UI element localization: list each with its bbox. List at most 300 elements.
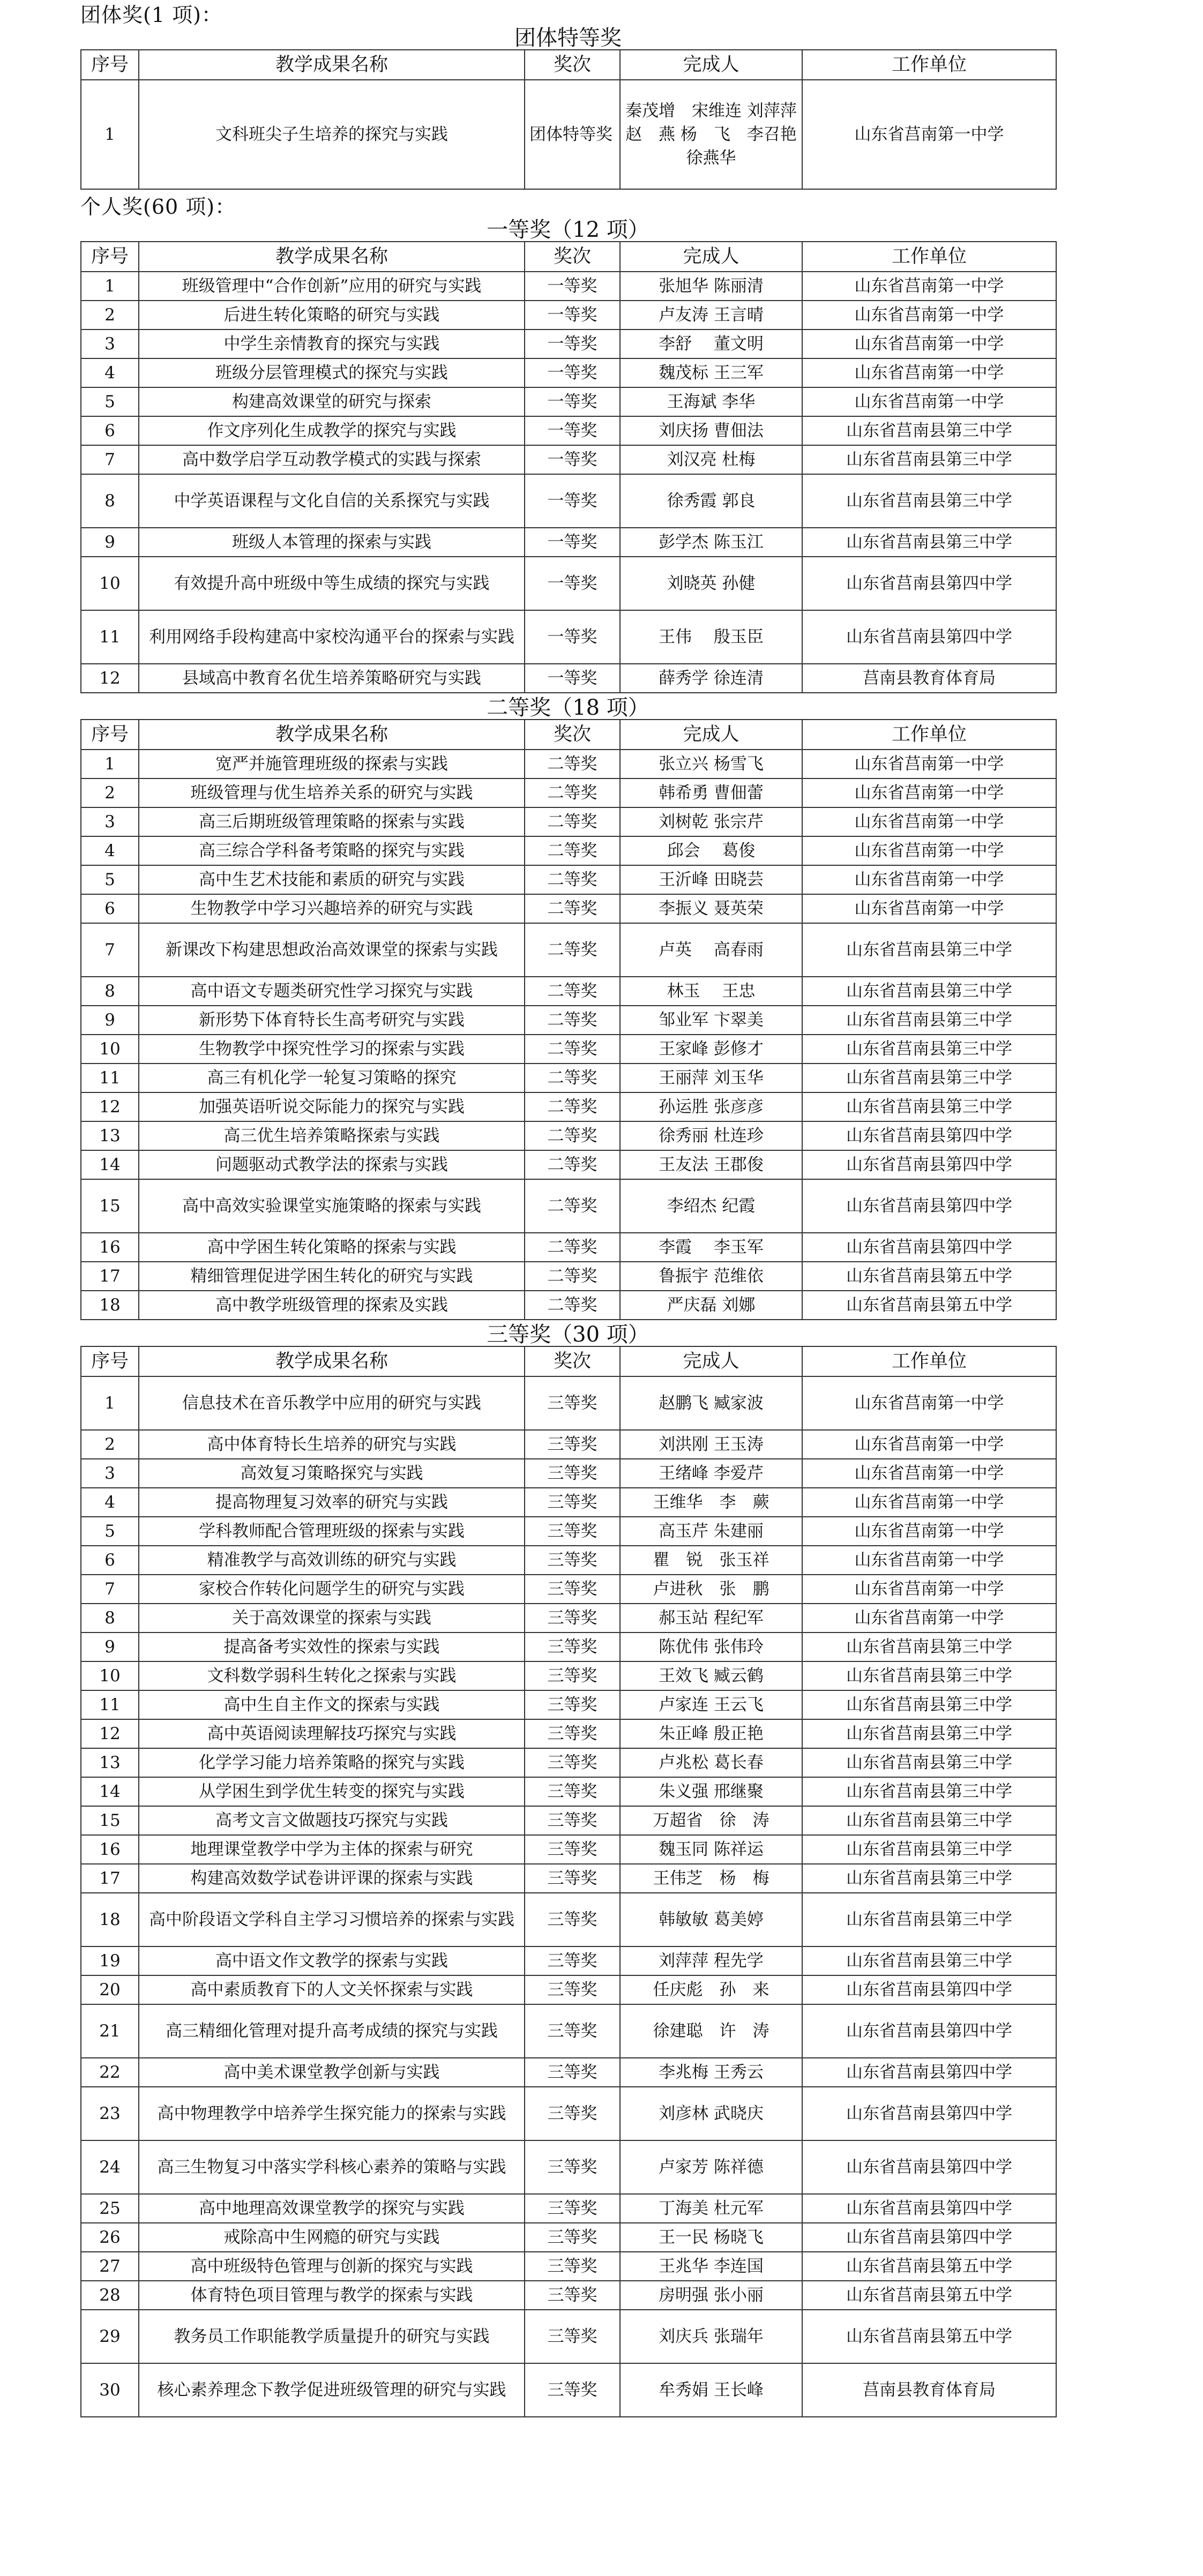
- cell-people: 王海斌 李华: [620, 387, 802, 416]
- cell-title: 高三有机化学一轮复习策略的探究: [139, 1064, 525, 1092]
- cell-award: 三等奖: [525, 1430, 620, 1459]
- cell-award: 三等奖: [525, 1575, 620, 1604]
- cell-award: 二等奖: [525, 836, 620, 865]
- cell-award: 三等奖: [525, 1546, 620, 1575]
- cell-no: 4: [81, 1488, 139, 1517]
- cell-unit: 山东省莒南县第四中学: [802, 1121, 1056, 1150]
- cell-unit: 莒南县教育体育局: [802, 664, 1056, 693]
- cell-no: 26: [81, 2223, 139, 2252]
- header-award: 奖次: [525, 720, 620, 750]
- cell-no: 8: [81, 1604, 139, 1633]
- cell-unit: 山东省莒南第一中学: [802, 1430, 1056, 1459]
- cell-unit: 山东省莒南第一中学: [802, 1459, 1056, 1488]
- cell-people: 徐秀丽 杜连珍: [620, 1121, 802, 1150]
- table-row: [81, 272, 1056, 301]
- team-group-title: 团体特等奖: [514, 26, 622, 50]
- cell-people: 王绪峰 李爱芹: [620, 1459, 802, 1488]
- cell-unit: 山东省莒南第一中学: [802, 272, 1056, 301]
- cell-award: 一等奖: [525, 474, 620, 528]
- cell-unit: 山东省莒南县第三中学: [802, 1835, 1056, 1864]
- cell-people: 王维华 李 蕨: [620, 1488, 802, 1517]
- cell-title: 戒除高中生网瘾的研究与实践: [139, 2223, 525, 2252]
- cell-unit: 山东省莒南县第四中学: [802, 1975, 1056, 2004]
- cell-no: 4: [81, 836, 139, 865]
- header-unit: 工作单位: [802, 242, 1056, 272]
- cell-unit: 山东省莒南县第五中学: [802, 2252, 1056, 2281]
- table-row: [81, 807, 1056, 836]
- cell-title: 中学生亲情教育的探究与实践: [139, 330, 525, 358]
- table-row: [81, 894, 1056, 923]
- cell-unit: 山东省莒南第一中学: [802, 1575, 1056, 1604]
- table-row: [81, 977, 1056, 1006]
- cell-no: 23: [81, 2087, 139, 2140]
- cell-title: 高中物理教学中培养学生探究能力的探索与实践: [139, 2087, 525, 2140]
- cell-award: 三等奖: [525, 2140, 620, 2194]
- cell-award: 三等奖: [525, 1633, 620, 1661]
- header-unit: 工作单位: [802, 1346, 1056, 1376]
- cell-award: 三等奖: [525, 1777, 620, 1806]
- cell-people: 王伟 殷玉臣: [620, 610, 802, 664]
- cell-people: 刘晓英 孙健: [620, 557, 802, 610]
- cell-unit: 山东省莒南第一中学: [802, 330, 1056, 358]
- cell-title: 班级分层管理模式的探究与实践: [139, 358, 525, 387]
- cell-unit: 山东省莒南县第三中学: [802, 528, 1056, 557]
- cell-unit: 山东省莒南第一中学: [802, 1604, 1056, 1633]
- table-row: [81, 1430, 1056, 1459]
- cell-people: 孙运胜 张彦彦: [620, 1092, 802, 1121]
- cell-people: 卢英 高春雨: [620, 923, 802, 977]
- cell-unit: 山东省莒南县第三中学: [802, 416, 1056, 445]
- cell-no: 3: [81, 330, 139, 358]
- group-title: 三等奖（30 项）: [487, 1322, 649, 1347]
- cell-people: 卢家连 王云飞: [620, 1690, 802, 1719]
- table-row: [81, 1864, 1056, 1893]
- cell-people: 高玉芹 朱建丽: [620, 1517, 802, 1546]
- cell-people: 牟秀娟 王长峰: [620, 2363, 802, 2417]
- cell-people: 张立兴 杨雪飞: [620, 750, 802, 778]
- cell-award: 二等奖: [525, 923, 620, 977]
- cell-unit: 山东省莒南县第三中学: [802, 1064, 1056, 1092]
- cell-no: 16: [81, 1835, 139, 1864]
- header-people: 完成人: [620, 242, 802, 272]
- table-row: [81, 1291, 1056, 1320]
- cell-title: 教务员工作职能教学质量提升的研究与实践: [139, 2310, 525, 2363]
- cell-award: 二等奖: [525, 1006, 620, 1035]
- award-table: [80, 719, 1057, 1320]
- table-row: [81, 1376, 1056, 1430]
- cell-award: 一等奖: [525, 610, 620, 664]
- cell-people: 房明强 张小丽: [620, 2281, 802, 2310]
- cell-no: 3: [81, 1459, 139, 1488]
- cell-no: 2: [81, 778, 139, 807]
- cell-award: 三等奖: [525, 1488, 620, 1517]
- table-row: [81, 1661, 1056, 1690]
- cell-award: 三等奖: [525, 2058, 620, 2087]
- cell-title: 高中英语阅读理解技巧探究与实践: [139, 1719, 525, 1748]
- cell-people: 张旭华 陈丽清: [620, 272, 802, 301]
- cell-no: 1: [81, 750, 139, 778]
- table-row: [81, 2363, 1056, 2417]
- cell-no: 19: [81, 1946, 139, 1975]
- cell-people: 刘洪刚 王玉涛: [620, 1430, 802, 1459]
- cell-no: 9: [81, 1006, 139, 1035]
- table-row: [81, 2058, 1056, 2087]
- cell-award: 二等奖: [525, 977, 620, 1006]
- cell-people: 彭学杰 陈玉江: [620, 528, 802, 557]
- header-no: 序号: [81, 242, 139, 272]
- table-row: [81, 1893, 1056, 1946]
- cell-unit: 山东省莒南县第三中学: [802, 445, 1056, 474]
- cell-people: 卢兆松 葛长春: [620, 1748, 802, 1777]
- table-row: [81, 1690, 1056, 1719]
- cell-unit: 山东省莒南县第三中学: [802, 1806, 1056, 1835]
- cell-unit: 山东省莒南第一中学: [802, 387, 1056, 416]
- table-row: [81, 1121, 1056, 1150]
- cell-award: 一等奖: [525, 416, 620, 445]
- cell-no: 13: [81, 1121, 139, 1150]
- cell-title: 高效复习策略探究与实践: [139, 1459, 525, 1488]
- award-groups: [80, 219, 1203, 2417]
- cell-people: 韩敏敏 葛美婷: [620, 1893, 802, 1946]
- cell-people: 刘树乾 张宗芹: [620, 807, 802, 836]
- cell-title: 化学学习能力培养策略的探究与实践: [139, 1748, 525, 1777]
- cell-no: 1: [81, 1376, 139, 1430]
- cell-title: 班级人本管理的探索与实践: [139, 528, 525, 557]
- cell-no: 10: [81, 1035, 139, 1064]
- table-row: [81, 1150, 1056, 1179]
- cell-people: 李兆梅 王秀云: [620, 2058, 802, 2087]
- cell-unit: 山东省莒南县第四中学: [802, 2194, 1056, 2223]
- table-row: [81, 1604, 1056, 1633]
- table-row: [81, 865, 1056, 894]
- cell-unit: 山东省莒南县第四中学: [802, 2140, 1056, 2194]
- cell-people: 王沂峰 田晓芸: [620, 865, 802, 894]
- cell-title: 生物教学中探究性学习的探索与实践: [139, 1035, 525, 1064]
- cell-unit: 山东省莒南第一中学: [802, 807, 1056, 836]
- cell-title: 文科班尖子生培养的探究与实践: [139, 80, 525, 189]
- table-row: [81, 2004, 1056, 2058]
- cell-people: 郝玉站 程纪军: [620, 1604, 802, 1633]
- cell-award: 二等奖: [525, 807, 620, 836]
- cell-title: 作文序列化生成教学的探究与实践: [139, 416, 525, 445]
- cell-title: 利用网络手段构建高中家校沟通平台的探索与实践: [139, 610, 525, 664]
- cell-award: 二等奖: [525, 1179, 620, 1233]
- table-row: [81, 1748, 1056, 1777]
- cell-unit: 山东省莒南县第三中学: [802, 1864, 1056, 1893]
- cell-unit: 山东省莒南第一中学: [802, 778, 1056, 807]
- cell-award: 三等奖: [525, 2363, 620, 2417]
- cell-unit: 山东省莒南第一中学: [802, 1546, 1056, 1575]
- cell-people: 王兆华 李连国: [620, 2252, 802, 2281]
- header-people: 完成人: [620, 50, 802, 80]
- cell-award: 三等奖: [525, 1604, 620, 1633]
- table-row: [81, 330, 1056, 358]
- cell-unit: 山东省莒南第一中学: [802, 80, 1056, 189]
- cell-no: 21: [81, 2004, 139, 2058]
- cell-people: 刘庆兵 张瑞年: [620, 2310, 802, 2363]
- cell-award: 二等奖: [525, 1064, 620, 1092]
- cell-people: 任庆彪 孙 来: [620, 1975, 802, 2004]
- table-row: [81, 836, 1056, 865]
- cell-award: 二等奖: [525, 1233, 620, 1262]
- cell-no: 30: [81, 2363, 139, 2417]
- cell-no: 4: [81, 358, 139, 387]
- cell-title: 构建高效数学试卷讲评课的探索与实践: [139, 1864, 525, 1893]
- team-award-table: [80, 49, 1057, 190]
- cell-people: 刘萍萍 程先学: [620, 1946, 802, 1975]
- cell-title: 构建高效课堂的研究与探索: [139, 387, 525, 416]
- table-row: [81, 2194, 1056, 2223]
- table-header-row: [81, 720, 1056, 750]
- table-row: [81, 387, 1056, 416]
- cell-title: 中学英语课程与文化自信的关系探究与实践: [139, 474, 525, 528]
- cell-no: 2: [81, 301, 139, 330]
- cell-people: 丁海美 杜元军: [620, 2194, 802, 2223]
- cell-unit: 山东省莒南县第四中学: [802, 557, 1056, 610]
- table-row: [81, 923, 1056, 977]
- table-row: [81, 1975, 1056, 2004]
- cell-unit: 山东省莒南县第五中学: [802, 1262, 1056, 1291]
- cell-title: 高考文言文做题技巧探究与实践: [139, 1806, 525, 1835]
- cell-award: 三等奖: [525, 1806, 620, 1835]
- cell-unit: 山东省莒南第一中学: [802, 1488, 1056, 1517]
- cell-no: 17: [81, 1864, 139, 1893]
- cell-no: 11: [81, 1690, 139, 1719]
- cell-no: 6: [81, 894, 139, 923]
- cell-award: 二等奖: [525, 865, 620, 894]
- cell-title: 地理课堂教学中学为主体的探索与研究: [139, 1835, 525, 1864]
- cell-no: 18: [81, 1291, 139, 1320]
- cell-title: 后进生转化策略的研究与实践: [139, 301, 525, 330]
- table-header-row: [81, 50, 1056, 80]
- cell-title: 高中体育特长生培养的研究与实践: [139, 1430, 525, 1459]
- cell-people: 刘彦林 武晓庆: [620, 2087, 802, 2140]
- cell-award: 一等奖: [525, 664, 620, 693]
- cell-award: 三等奖: [525, 2194, 620, 2223]
- table-row: [81, 778, 1056, 807]
- cell-title: 高三生物复习中落实学科核心素养的策略与实践: [139, 2140, 525, 2194]
- cell-award: 三等奖: [525, 2087, 620, 2140]
- cell-unit: 山东省莒南第一中学: [802, 750, 1056, 778]
- cell-people: 王伟芝 杨 梅: [620, 1864, 802, 1893]
- header-title: 教学成果名称: [139, 720, 525, 750]
- cell-award: 一等奖: [525, 528, 620, 557]
- header-no: 序号: [81, 1346, 139, 1376]
- table-row: [81, 1946, 1056, 1975]
- cell-people: 徐秀霞 郭良: [620, 474, 802, 528]
- cell-award: 二等奖: [525, 1150, 620, 1179]
- cell-unit: 山东省莒南县第三中学: [802, 474, 1056, 528]
- cell-unit: 山东省莒南县第三中学: [802, 1777, 1056, 1806]
- cell-no: 17: [81, 1262, 139, 1291]
- cell-award: 二等奖: [525, 1121, 620, 1150]
- cell-people: 卢友涛 王言晴: [620, 301, 802, 330]
- header-title: 教学成果名称: [139, 242, 525, 272]
- table-row: [81, 1777, 1056, 1806]
- cell-no: 24: [81, 2140, 139, 2194]
- cell-title: 高中地理高效课堂教学的探究与实践: [139, 2194, 525, 2223]
- cell-no: 5: [81, 1517, 139, 1546]
- cell-award: 三等奖: [525, 1517, 620, 1546]
- cell-people: 李霞 李玉军: [620, 1233, 802, 1262]
- table-row: [81, 2252, 1056, 2281]
- cell-unit: 山东省莒南县第五中学: [802, 1291, 1056, 1320]
- cell-people: 卢家芳 陈祥德: [620, 2140, 802, 2194]
- cell-no: 6: [81, 416, 139, 445]
- cell-no: 9: [81, 528, 139, 557]
- cell-unit: 山东省莒南县第四中学: [802, 610, 1056, 664]
- cell-unit: 山东省莒南县第三中学: [802, 1748, 1056, 1777]
- cell-award: 三等奖: [525, 1975, 620, 2004]
- cell-people: 秦茂增 宋维连 刘萍萍 赵 燕 杨 飞 李召艳 徐燕华: [620, 80, 802, 189]
- cell-unit: 山东省莒南县第三中学: [802, 1035, 1056, 1064]
- cell-unit: 山东省莒南第一中学: [802, 865, 1056, 894]
- cell-no: 3: [81, 807, 139, 836]
- cell-unit: 山东省莒南第一中学: [802, 301, 1056, 330]
- cell-unit: 莒南县教育体育局: [802, 2363, 1056, 2417]
- cell-no: 2: [81, 1430, 139, 1459]
- cell-title: 高中美术课堂教学创新与实践: [139, 2058, 525, 2087]
- header-award: 奖次: [525, 50, 620, 80]
- cell-title: 高三优生培养策略探索与实践: [139, 1121, 525, 1150]
- cell-no: 7: [81, 445, 139, 474]
- table-row: [81, 1064, 1056, 1092]
- cell-unit: 山东省莒南县第三中学: [802, 1092, 1056, 1121]
- header-title: 教学成果名称: [139, 1346, 525, 1376]
- individual-award-heading: 个人奖(60 项)：: [80, 195, 236, 219]
- cell-title: 提高备考实效性的探索与实践: [139, 1633, 525, 1661]
- cell-unit: 山东省莒南县第四中学: [802, 2004, 1056, 2058]
- cell-people: 邹业军 卞翠美: [620, 1006, 802, 1035]
- cell-no: 15: [81, 1806, 139, 1835]
- cell-title: 从学困生到学优生转变的探究与实践: [139, 1777, 525, 1806]
- table-row: [81, 1575, 1056, 1604]
- cell-title: 问题驱动式教学法的探索与实践: [139, 1150, 525, 1179]
- table-row: [81, 1806, 1056, 1835]
- cell-title: 有效提升高中班级中等生成绩的探究与实践: [139, 557, 525, 610]
- cell-no: 12: [81, 1092, 139, 1121]
- table-row: [81, 2140, 1056, 2194]
- cell-no: 14: [81, 1777, 139, 1806]
- cell-award: 三等奖: [525, 2310, 620, 2363]
- table-row: [81, 1546, 1056, 1575]
- cell-award: 三等奖: [525, 1748, 620, 1777]
- header-award: 奖次: [525, 1346, 620, 1376]
- header-people: 完成人: [620, 1346, 802, 1376]
- cell-award: 一等奖: [525, 387, 620, 416]
- cell-award: 三等奖: [525, 2252, 620, 2281]
- cell-title: 加强英语听说交际能力的探究与实践: [139, 1092, 525, 1121]
- cell-award: 三等奖: [525, 1459, 620, 1488]
- cell-no: 11: [81, 610, 139, 664]
- cell-people: 王丽萍 刘玉华: [620, 1064, 802, 1092]
- cell-title: 新课改下构建思想政治高效课堂的探索与实践: [139, 923, 525, 977]
- cell-award: 二等奖: [525, 1035, 620, 1064]
- cell-people: 鲁振宇 范维依: [620, 1262, 802, 1291]
- award-table: [80, 1346, 1057, 2417]
- table-row: [81, 1179, 1056, 1233]
- table-row: [81, 557, 1056, 610]
- table-row: [81, 750, 1056, 778]
- cell-title: 高三综合学科备考策略的探究与实践: [139, 836, 525, 865]
- header-title: 教学成果名称: [139, 50, 525, 80]
- cell-award: 三等奖: [525, 2004, 620, 2058]
- cell-people: 严庆磊 刘娜: [620, 1291, 802, 1320]
- group-title: 一等奖（12 项）: [487, 218, 649, 242]
- cell-award: 二等奖: [525, 750, 620, 778]
- cell-unit: 山东省莒南县第三中学: [802, 923, 1056, 977]
- cell-title: 高中教学班级管理的探索及实践: [139, 1291, 525, 1320]
- cell-title: 高中学困生转化策略的探索与实践: [139, 1233, 525, 1262]
- cell-award: 三等奖: [525, 1661, 620, 1690]
- cell-people: 徐建聪 许 涛: [620, 2004, 802, 2058]
- cell-title: 高中语文作文教学的探索与实践: [139, 1946, 525, 1975]
- table-row: [81, 1459, 1056, 1488]
- cell-unit: 山东省莒南县第四中学: [802, 2058, 1056, 2087]
- cell-unit: 山东省莒南县第三中学: [802, 1946, 1056, 1975]
- cell-no: 28: [81, 2281, 139, 2310]
- cell-unit: 山东省莒南县第四中学: [802, 1179, 1056, 1233]
- cell-no: 1: [81, 80, 139, 189]
- cell-people: 邱会 葛俊: [620, 836, 802, 865]
- table-row: [81, 1517, 1056, 1546]
- cell-unit: 山东省莒南县第四中学: [802, 2087, 1056, 2140]
- cell-no: 25: [81, 2194, 139, 2223]
- cell-title: 县域高中教育名优生培养策略研究与实践: [139, 664, 525, 693]
- cell-unit: 山东省莒南县第三中学: [802, 1690, 1056, 1719]
- cell-award: 三等奖: [525, 2223, 620, 2252]
- table-row: [81, 1233, 1056, 1262]
- cell-no: 12: [81, 664, 139, 693]
- cell-unit: 山东省莒南县第三中学: [802, 1661, 1056, 1690]
- cell-no: 27: [81, 2252, 139, 2281]
- cell-people: 魏茂标 王三军: [620, 358, 802, 387]
- cell-title: 生物教学中学习兴趣培养的研究与实践: [139, 894, 525, 923]
- table-row: [81, 1035, 1056, 1064]
- cell-title: 高中数学启学互动教学模式的实践与探索: [139, 445, 525, 474]
- cell-award: 一等奖: [525, 445, 620, 474]
- cell-people: 魏玉同 陈祥运: [620, 1835, 802, 1864]
- cell-people: 李绍杰 纪霞: [620, 1179, 802, 1233]
- cell-title: 高中生艺术技能和素质的研究与实践: [139, 865, 525, 894]
- table-row: [81, 528, 1056, 557]
- table-row: [81, 358, 1056, 387]
- cell-award: 一等奖: [525, 330, 620, 358]
- header-unit: 工作单位: [802, 720, 1056, 750]
- cell-title: 核心素养理念下教学促进班级管理的研究与实践: [139, 2363, 525, 2417]
- table-row: [81, 445, 1056, 474]
- cell-unit: 山东省莒南县第三中学: [802, 1633, 1056, 1661]
- cell-people: 朱义强 邢继聚: [620, 1777, 802, 1806]
- cell-title: 提高物理复习效率的研究与实践: [139, 1488, 525, 1517]
- cell-unit: 山东省莒南第一中学: [802, 1376, 1056, 1430]
- cell-people: 韩希勇 曹佃蕾: [620, 778, 802, 807]
- cell-unit: 山东省莒南县第四中学: [802, 2223, 1056, 2252]
- cell-no: 1: [81, 272, 139, 301]
- cell-title: 文科数学弱科生转化之探索与实践: [139, 1661, 525, 1690]
- cell-people: 林玉 王忠: [620, 977, 802, 1006]
- cell-people: 瞿 锐 张玉祥: [620, 1546, 802, 1575]
- cell-title: 精细管理促进学困生转化的研究与实践: [139, 1262, 525, 1291]
- cell-people: 万超省 徐 涛: [620, 1806, 802, 1835]
- cell-no: 11: [81, 1064, 139, 1092]
- cell-award: 三等奖: [525, 1376, 620, 1430]
- cell-title: 精准教学与高效训练的研究与实践: [139, 1546, 525, 1575]
- table-row: [81, 1633, 1056, 1661]
- cell-no: 7: [81, 923, 139, 977]
- table-row: [81, 1488, 1056, 1517]
- cell-no: 14: [81, 1150, 139, 1179]
